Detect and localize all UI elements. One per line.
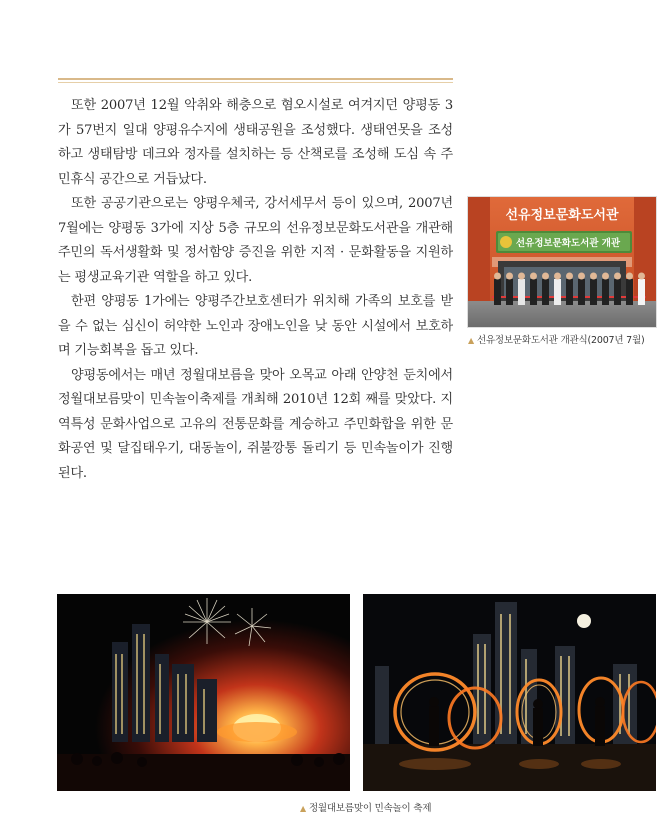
library-banner-text: 선유정보문화도서관 개관 [515,238,621,249]
festival-fire-rings-photo [363,594,656,791]
paragraph-2: 또한 공공기관으로는 양평우체국, 강서세무서 등이 있으며, 2007년 7월에는 양평동 3가에 지상 5층 규모의 선유정보문화도서관을 개관해 주민의 독서생활화 및 정서함양 증진을 위한 지적 · 문화활동을 지원하는 평생교육기관 역할을 하고 있다. [58,196,453,285]
paragraph-4: 양평동에서는 매년 정월대보름을 맞아 오목교 아래 안양천 둔치에서 정월대보름맞이 민속놀이축제를 개최해 2010년 12회 째를 맞았다. 지역특성 문화사업으로 고유의 전통문화를 계승하고 주민화합을 위한 문화공연 및 달집태우기, 대동놀이, 쥐불깡통 돌리기 등 민속놀이가 진행된다. [58,367,453,481]
festival-photo-caption: ▲ 정월대보름맞이 민속놀이 축제 [300,803,432,814]
triangle-up-icon: ▲ [468,336,474,345]
section-divider [58,78,453,84]
article-body [58,94,453,486]
triangle-up-icon: ▲ [300,804,306,813]
paragraph-1: 또한 2007년 12월 악취와 해충으로 혐오시설로 여겨지던 양평동 3가 57번지 일대 양평유수지에 생태공원을 조성했다. 생태연못을 조성하고 생태탐방 데크와 정자를 설치하는 등 산책로를 조성해 도심 속 주민휴식 공간으로 거듭났다. [58,98,453,187]
library-sign-text: 선유정보문화도서관 [505,208,619,223]
paragraph-3: 한편 양평동 1가에는 양평주간보호센터가 위치해 가족의 보호를 받을 수 없는 심신이 허약한 노인과 장애노인을 낮 동안 시설에서 보호하며 기능회복을 돕고 있다. [58,294,453,358]
library-opening-photo [467,196,657,328]
festival-fireworks-photo [57,594,350,791]
library-photo-caption: ▲ 선유정보문화도서관 개관식(2007년 7월) [468,335,645,346]
